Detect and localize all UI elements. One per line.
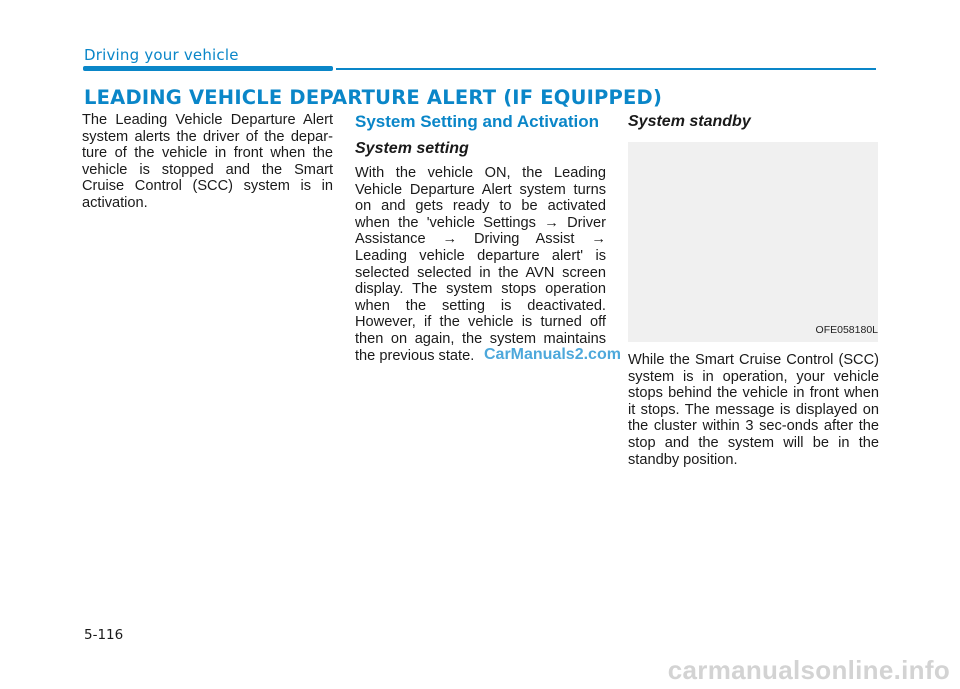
carmanuals-watermark[interactable]: CarManuals2.com bbox=[484, 346, 621, 363]
subheading-system-setting: System setting bbox=[355, 140, 469, 157]
page-title: LEADING VEHICLE DEPARTURE ALERT (IF EQUIPPED) bbox=[84, 86, 663, 109]
figure-code: OFE058180L bbox=[815, 324, 878, 337]
page-number: 5-116 bbox=[84, 627, 124, 643]
section-heading: System Setting and Activation bbox=[355, 112, 600, 131]
system-standby-paragraph: While the Smart Cruise Control (SCC) system is in operation, your vehicle stops behind the vehicle in front when it stops. The message is displayed on the cluster within 3 sec-onds after the stop and the system will be in the standby position. bbox=[628, 352, 879, 468]
header-rule-thin bbox=[336, 68, 876, 70]
section-label: Driving your vehicle bbox=[84, 46, 239, 64]
figure-illustration bbox=[628, 142, 878, 342]
subheading-system-standby: System standby bbox=[628, 113, 751, 130]
header-rule-thick bbox=[83, 66, 333, 71]
intro-paragraph: The Leading Vehicle Departure Alert system alerts the driver of the depar-ture of the vehicle in front when the vehicle is stopped and the Smart Cruise Control (SCC) system is in activation. bbox=[82, 112, 333, 211]
system-setting-paragraph: With the vehicle ON, the Leading Vehicle Departure Alert system turns on and gets ready to be activated when the 'vehicle Settings → Driver Assistance → Driving Assist → Leading vehicle departure alert' is selected selected in the AVN screen display. The system stops operation when the setting is deactivated. However, if the vehicle is turned off then on again, the system maintains the previous state. bbox=[355, 165, 606, 364]
column-3 bbox=[628, 112, 879, 468]
site-watermark[interactable]: carmanualsonline.info bbox=[667, 655, 950, 685]
column-1 bbox=[82, 112, 333, 212]
column-2 bbox=[355, 112, 606, 364]
